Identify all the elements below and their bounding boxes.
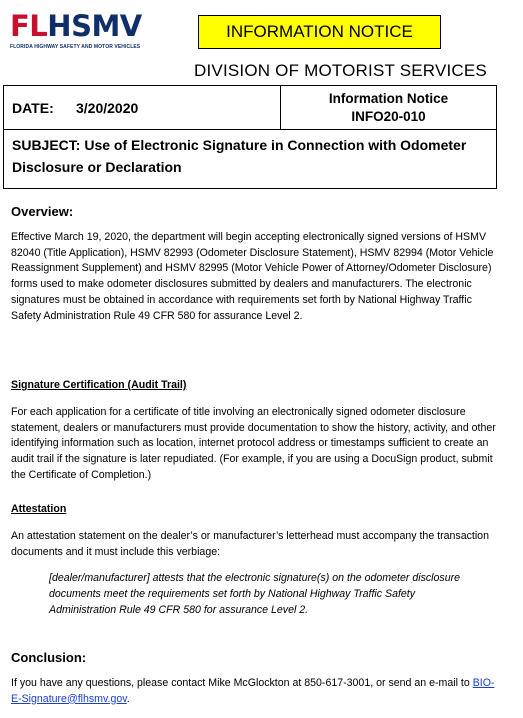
attestation-text: An attestation statement on the dealer’s or manufacturer’s letterhead must accompany the transaction documents and it must include this verbiage: <box>11 529 489 558</box>
attestation-quote: [dealer/manufacturer] attests that the electronic signature(s) on the odometer disclosure documents meet the requirements set forth by National Highway Traffic Safety Administration Rule 49 CFR 580 for assurance Level 2. <box>49 572 461 616</box>
date-label: DATE: <box>12 99 54 116</box>
overview-text: Effective March 19, 2020, the department will begin accepting electronically signed versions of HSMV 82040 (Title Application), HSMV 82993 (Odometer Disclosure Statement), HSMV 82994 (Motor Vehicle Reassignment Supplement) and HSMV 82995 (Motor Vehicle Power of Attorney/Odometer Disclosure) forms used to make odometer disclosures submitted by dealers and manufacturers. The electronic signatures must be obtained in accordance with requirements set forth by National Highway Traffic Safety Administration Rule 49 CFR 580 for assurance Level 2. <box>11 230 494 322</box>
conclusion-end: . <box>126 692 130 705</box>
overview-heading: Overview: <box>11 204 74 219</box>
signature-cert-heading: Signature Certification (Audit Trail) <box>11 379 187 391</box>
notice-id: INFO20-010 <box>351 108 426 124</box>
date-value: 3/20/2020 <box>76 99 139 116</box>
conclusion-heading: Conclusion: <box>11 650 87 665</box>
logo-subtitle: FLORIDA HIGHWAY SAFETY AND MOTOR VEHICLES <box>10 44 141 50</box>
notice-title: Information Notice <box>328 90 449 106</box>
signature-cert-text: For each application for a certificate of title involving an electronically signed odometer disclosure statement, dealers or manufacturers must provide documentation to show the history, activity, and other identifying information such as location, internet protocol address or timestamps sufficient to create an audit trail if the signature is later repudiated. (For example, if you are using a DocuSign product, submit the Certificate of Completion.) <box>11 405 496 481</box>
conclusion-paragraph <box>11 676 501 708</box>
date-cell <box>4 86 281 129</box>
notice-id-cell <box>281 86 496 129</box>
contact-email-link[interactable]: BIO-E-Signature@flhsmv.gov <box>11 676 495 705</box>
logo-hsmv: HSMV <box>47 9 142 43</box>
flhsmv-logo <box>10 10 150 56</box>
conclusion-text: If you have any questions, please contact Mike McGlockton at 850-617-3001, or send an e-mail to <box>11 676 470 689</box>
logo-fl: FL <box>10 9 48 43</box>
subject: SUBJECT: Use of Electronic Signature in Connection with Odometer Disclosure or Declaration <box>12 137 467 175</box>
information-notice-banner: INFORMATION NOTICE <box>198 15 441 49</box>
attestation-heading: Attestation <box>11 503 67 515</box>
notice-header-table <box>3 85 497 189</box>
division-title: DIVISION OF MOTORIST SERVICES <box>194 61 487 80</box>
